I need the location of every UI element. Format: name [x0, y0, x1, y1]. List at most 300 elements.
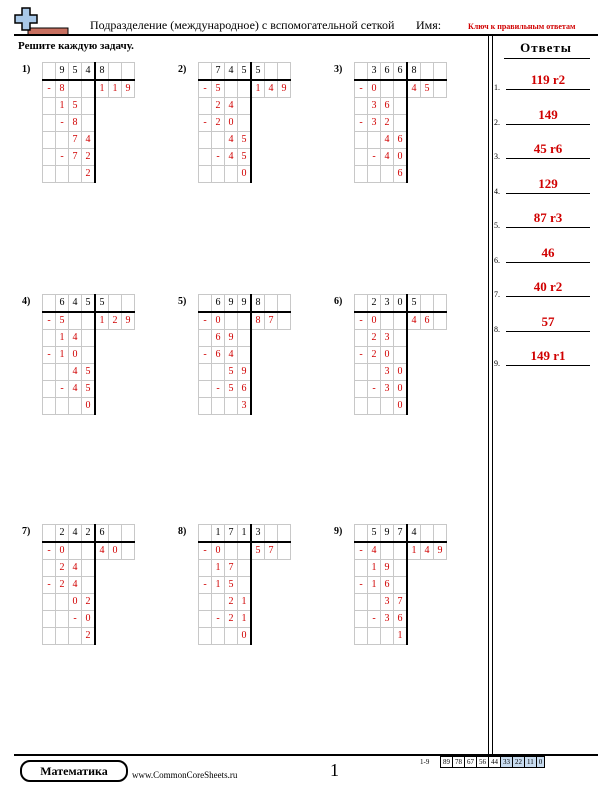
division-grid: [42, 62, 135, 183]
grid-cell: [122, 364, 135, 381]
grid-cell: [265, 149, 278, 166]
work-digit: [381, 80, 394, 98]
work-digit: 0: [82, 398, 96, 415]
work-digit: [394, 80, 408, 98]
grid-cell: [265, 98, 278, 115]
answer-value: 87 r3: [533, 210, 563, 225]
quotient-digit: 4: [407, 80, 421, 98]
grid-cell: [407, 330, 421, 347]
work-digit: [212, 166, 225, 183]
work-digit: 0: [212, 312, 225, 330]
dividend-digit: 7: [394, 525, 408, 543]
work-digit: [82, 98, 96, 115]
work-digit: [368, 594, 381, 611]
quotient-digit: 4: [407, 312, 421, 330]
answer-row: [494, 210, 596, 230]
work-digit: [355, 98, 368, 115]
grid-cell: [278, 98, 291, 115]
work-digit: [43, 115, 56, 132]
dividend-digit: 1: [238, 525, 252, 543]
work-digit: [394, 542, 408, 560]
grid-cell: [278, 577, 291, 594]
work-digit: 2: [56, 577, 69, 594]
work-digit: -: [199, 577, 212, 594]
grid-cell: [407, 166, 421, 183]
work-digit: 5: [82, 364, 96, 381]
subject-badge: Математика: [20, 760, 128, 782]
grid-cell: [95, 166, 109, 183]
grid-cell: [95, 577, 109, 594]
grid-cell: [122, 611, 135, 628]
work-digit: -: [355, 312, 368, 330]
work-digit: [199, 628, 212, 645]
work-digit: 2: [225, 611, 238, 628]
work-digit: 3: [381, 381, 394, 398]
dividend-digit: 4: [69, 525, 82, 543]
score-cell: 89: [441, 757, 453, 768]
worksheet-title: Подразделение (международное) с вспомогательной сеткой: [90, 18, 395, 32]
score-cell: 11: [525, 757, 537, 768]
grid-cell: [407, 560, 421, 577]
grid-cell: [251, 166, 265, 183]
work-digit: [238, 115, 252, 132]
grid-cell: [265, 611, 278, 628]
grid-cell: [251, 364, 265, 381]
grid-cell: [434, 364, 447, 381]
problem-label: 6): [334, 296, 343, 307]
answer-line: [506, 193, 590, 194]
work-digit: [69, 312, 82, 330]
quotient-digit: 1: [251, 80, 265, 98]
work-digit: [82, 330, 96, 347]
grid-cell: [109, 560, 122, 577]
work-digit: 6: [238, 381, 252, 398]
quotient-digit: 1: [407, 542, 421, 560]
grid-cell: [109, 330, 122, 347]
grid-cell: [407, 347, 421, 364]
work-digit: 5: [82, 381, 96, 398]
work-digit: -: [199, 115, 212, 132]
work-digit: [355, 398, 368, 415]
work-digit: 0: [82, 611, 96, 628]
work-digit: 5: [56, 312, 69, 330]
grid-cell: [407, 611, 421, 628]
grid-cell: [434, 347, 447, 364]
work-digit: -: [199, 80, 212, 98]
grid-cell: [251, 560, 265, 577]
grid-cell: [95, 347, 109, 364]
grid-cell: [251, 347, 265, 364]
work-digit: 2: [82, 594, 96, 611]
work-digit: [394, 312, 408, 330]
quotient-digit: 8: [251, 312, 265, 330]
quotient-digit: [434, 80, 447, 98]
grid-cell: [434, 577, 447, 594]
quotient-digit: 7: [265, 312, 278, 330]
answer-number: 5.: [494, 221, 500, 230]
score-cell: 22: [513, 757, 525, 768]
grid-cell: [109, 611, 122, 628]
grid-cell: [407, 628, 421, 645]
grid-cell: [95, 132, 109, 149]
dividend-digit: 6: [394, 63, 408, 81]
work-digit: 5: [212, 80, 225, 98]
work-digit: [394, 347, 408, 364]
work-digit: [69, 80, 82, 98]
work-digit: [355, 149, 368, 166]
grid-cell: [265, 364, 278, 381]
grid-cell: [407, 577, 421, 594]
answer-key-label: Ключ к правильным ответам: [468, 22, 576, 31]
grid-cell: [122, 577, 135, 594]
grid-cell: [434, 63, 447, 81]
work-digit: 4: [368, 542, 381, 560]
work-digit: 0: [225, 115, 238, 132]
divisor-digit: 8: [95, 63, 109, 81]
grid-cell: [278, 347, 291, 364]
work-digit: -: [56, 381, 69, 398]
work-digit: [225, 628, 238, 645]
grid-cell: [122, 149, 135, 166]
dividend-digit: 9: [238, 295, 252, 313]
answer-line: [506, 227, 590, 228]
grid-cell: [199, 63, 212, 81]
grid-cell: [251, 132, 265, 149]
dividend-digit: 9: [56, 63, 69, 81]
grid-cell: [109, 295, 122, 313]
grid-cell: [122, 594, 135, 611]
grid-cell: [109, 381, 122, 398]
problem-label: 2): [178, 64, 187, 75]
answer-number: 3.: [494, 152, 500, 161]
work-digit: 7: [394, 594, 408, 611]
work-digit: 0: [368, 80, 381, 98]
grid-cell: [407, 398, 421, 415]
grid-cell: [95, 398, 109, 415]
work-digit: [69, 166, 82, 183]
quotient-digit: 9: [122, 312, 135, 330]
grid-cell: [265, 132, 278, 149]
quotient-digit: 9: [278, 80, 291, 98]
answer-line: [506, 124, 590, 125]
divisor-digit: 8: [407, 63, 421, 81]
answer-value: 149: [538, 106, 558, 122]
work-digit: [381, 542, 394, 560]
work-digit: [43, 381, 56, 398]
work-digit: 9: [238, 364, 252, 381]
grid-cell: [278, 628, 291, 645]
grid-cell: [421, 330, 434, 347]
work-digit: 0: [238, 628, 252, 645]
work-digit: 0: [368, 312, 381, 330]
grid-cell: [278, 560, 291, 577]
division-grid: [354, 62, 447, 183]
work-digit: -: [355, 577, 368, 594]
grid-cell: [434, 594, 447, 611]
work-digit: [394, 577, 408, 594]
division-grid: [354, 294, 447, 415]
work-digit: 5: [238, 132, 252, 149]
work-digit: -: [199, 542, 212, 560]
quotient-digit: 4: [95, 542, 109, 560]
grid-cell: [407, 149, 421, 166]
grid-cell: [265, 63, 278, 81]
work-digit: 9: [381, 560, 394, 577]
grid-cell: [421, 132, 434, 149]
grid-cell: [265, 295, 278, 313]
answer-number: 7.: [494, 290, 500, 299]
work-digit: 2: [82, 149, 96, 166]
quotient-digit: [278, 542, 291, 560]
dividend-digit: 7: [225, 525, 238, 543]
grid-cell: [251, 628, 265, 645]
answer-value: 129: [538, 175, 558, 191]
answer-number: 8.: [494, 324, 500, 334]
answers-title: Ответы: [520, 40, 572, 55]
work-digit: [199, 98, 212, 115]
grid-cell: [278, 115, 291, 132]
work-digit: 8: [69, 115, 82, 132]
work-digit: [355, 611, 368, 628]
work-digit: 1: [394, 628, 408, 645]
quotient-digit: [278, 312, 291, 330]
grid-cell: [421, 560, 434, 577]
work-digit: -: [56, 149, 69, 166]
work-digit: -: [368, 611, 381, 628]
work-digit: [199, 398, 212, 415]
problem-label: 8): [178, 526, 187, 537]
work-digit: -: [355, 347, 368, 364]
work-digit: 0: [381, 347, 394, 364]
work-digit: -: [43, 347, 56, 364]
work-digit: 1: [212, 577, 225, 594]
work-digit: [82, 80, 96, 98]
answer-row: [494, 279, 596, 299]
work-digit: [368, 166, 381, 183]
grid-cell: [434, 628, 447, 645]
quotient-digit: 7: [265, 542, 278, 560]
work-digit: 5: [225, 577, 238, 594]
grid-cell: [434, 525, 447, 543]
dividend-digit: 2: [368, 295, 381, 313]
grid-cell: [265, 628, 278, 645]
grid-cell: [122, 98, 135, 115]
score-table: [440, 756, 545, 768]
answer-value: 46: [541, 244, 555, 260]
grid-cell: [122, 132, 135, 149]
dividend-digit: 5: [82, 295, 96, 313]
work-digit: [394, 115, 408, 132]
work-digit: 5: [238, 149, 252, 166]
work-digit: [225, 398, 238, 415]
work-digit: [238, 577, 252, 594]
answer-row: [494, 176, 596, 196]
work-digit: 2: [368, 347, 381, 364]
work-digit: [199, 560, 212, 577]
grid-cell: [278, 525, 291, 543]
answer-line: [506, 365, 590, 366]
dividend-digit: 5: [238, 63, 252, 81]
answers-divider: [492, 34, 493, 754]
dividend-digit: 3: [368, 63, 381, 81]
work-digit: [43, 330, 56, 347]
grid-cell: [434, 381, 447, 398]
grid-cell: [421, 525, 434, 543]
divisor-digit: 8: [251, 295, 265, 313]
work-digit: [225, 166, 238, 183]
work-digit: [56, 628, 69, 645]
work-digit: 8: [56, 80, 69, 98]
dividend-digit: 4: [225, 63, 238, 81]
grid-cell: [421, 577, 434, 594]
grid-cell: [109, 98, 122, 115]
grid-cell: [265, 381, 278, 398]
grid-cell: [434, 132, 447, 149]
grid-cell: [265, 525, 278, 543]
dividend-digit: 9: [225, 295, 238, 313]
problem-label: 1): [22, 64, 31, 75]
grid-cell: [265, 115, 278, 132]
grid-cell: [109, 525, 122, 543]
answer-value: 57: [541, 313, 555, 329]
quotient-digit: 1: [95, 80, 109, 98]
work-digit: [199, 364, 212, 381]
work-digit: [355, 381, 368, 398]
work-digit: -: [212, 149, 225, 166]
work-digit: [82, 347, 96, 364]
work-digit: [238, 560, 252, 577]
score-cell: 44: [489, 757, 501, 768]
score-cell: 67: [465, 757, 477, 768]
score-cell: 56: [477, 757, 489, 768]
answer-row: [494, 72, 596, 92]
quotient-digit: 1: [95, 312, 109, 330]
grid-cell: [251, 577, 265, 594]
grid-cell: [407, 132, 421, 149]
grid-cell: [43, 525, 56, 543]
work-digit: [355, 628, 368, 645]
work-digit: [381, 398, 394, 415]
work-digit: 4: [381, 149, 394, 166]
work-digit: [212, 398, 225, 415]
answer-row: [494, 245, 596, 265]
answers-divider: [488, 34, 489, 754]
work-digit: 1: [238, 594, 252, 611]
work-digit: 3: [368, 98, 381, 115]
work-digit: 1: [368, 560, 381, 577]
answer-row: [494, 348, 596, 368]
grid-cell: [95, 628, 109, 645]
instructions: Решите каждую задачу.: [18, 40, 134, 52]
grid-cell: [355, 63, 368, 81]
grid-cell: [251, 611, 265, 628]
division-grid: [42, 524, 135, 645]
score-range: 1-9: [420, 758, 430, 766]
work-digit: [368, 628, 381, 645]
work-digit: 0: [394, 364, 408, 381]
grid-cell: [109, 115, 122, 132]
dividend-digit: 1: [212, 525, 225, 543]
problem-label: 9): [334, 526, 343, 537]
work-digit: [225, 542, 238, 560]
work-digit: -: [69, 611, 82, 628]
grid-cell: [109, 577, 122, 594]
work-digit: [238, 98, 252, 115]
work-digit: [199, 149, 212, 166]
work-digit: 6: [394, 611, 408, 628]
work-digit: 2: [381, 115, 394, 132]
work-digit: [82, 312, 96, 330]
dividend-digit: 0: [394, 295, 408, 313]
grid-cell: [122, 115, 135, 132]
grid-cell: [43, 295, 56, 313]
grid-cell: [278, 295, 291, 313]
work-digit: 2: [225, 594, 238, 611]
work-digit: [238, 80, 252, 98]
work-digit: 3: [381, 611, 394, 628]
work-digit: [225, 312, 238, 330]
problem-label: 4): [22, 296, 31, 307]
work-digit: 0: [394, 149, 408, 166]
quotient-digit: 5: [421, 80, 434, 98]
work-digit: [43, 149, 56, 166]
division-grid: [198, 62, 291, 183]
quotient-digit: 2: [109, 312, 122, 330]
grid-cell: [355, 525, 368, 543]
work-digit: -: [199, 347, 212, 364]
work-digit: [394, 98, 408, 115]
grid-cell: [278, 611, 291, 628]
work-digit: [394, 560, 408, 577]
work-digit: [43, 132, 56, 149]
answer-number: 4.: [494, 186, 500, 196]
grid-cell: [95, 594, 109, 611]
grid-cell: [43, 63, 56, 81]
work-digit: 6: [212, 330, 225, 347]
dividend-digit: 4: [82, 63, 96, 81]
quotient-digit: 9: [122, 80, 135, 98]
work-digit: 4: [225, 347, 238, 364]
work-digit: [212, 594, 225, 611]
work-digit: 0: [394, 381, 408, 398]
grid-cell: [95, 381, 109, 398]
grid-cell: [265, 330, 278, 347]
work-digit: 0: [56, 542, 69, 560]
grid-cell: [434, 115, 447, 132]
work-digit: [355, 132, 368, 149]
answer-value: 45 r6: [533, 141, 563, 156]
score-cell: 33: [501, 757, 513, 768]
work-digit: [82, 115, 96, 132]
problem-label: 7): [22, 526, 31, 537]
grid-cell: [109, 149, 122, 166]
answer-line: [506, 331, 590, 332]
answer-line: [506, 296, 590, 297]
work-digit: -: [355, 542, 368, 560]
work-digit: 2: [212, 115, 225, 132]
work-digit: [355, 330, 368, 347]
score-cell: 0: [536, 757, 545, 768]
work-digit: [69, 542, 82, 560]
logo: [14, 6, 72, 36]
grid-cell: [278, 132, 291, 149]
grid-cell: [251, 594, 265, 611]
work-digit: [43, 611, 56, 628]
grid-cell: [407, 364, 421, 381]
work-digit: [355, 560, 368, 577]
dividend-digit: 5: [368, 525, 381, 543]
quotient-digit: [434, 312, 447, 330]
